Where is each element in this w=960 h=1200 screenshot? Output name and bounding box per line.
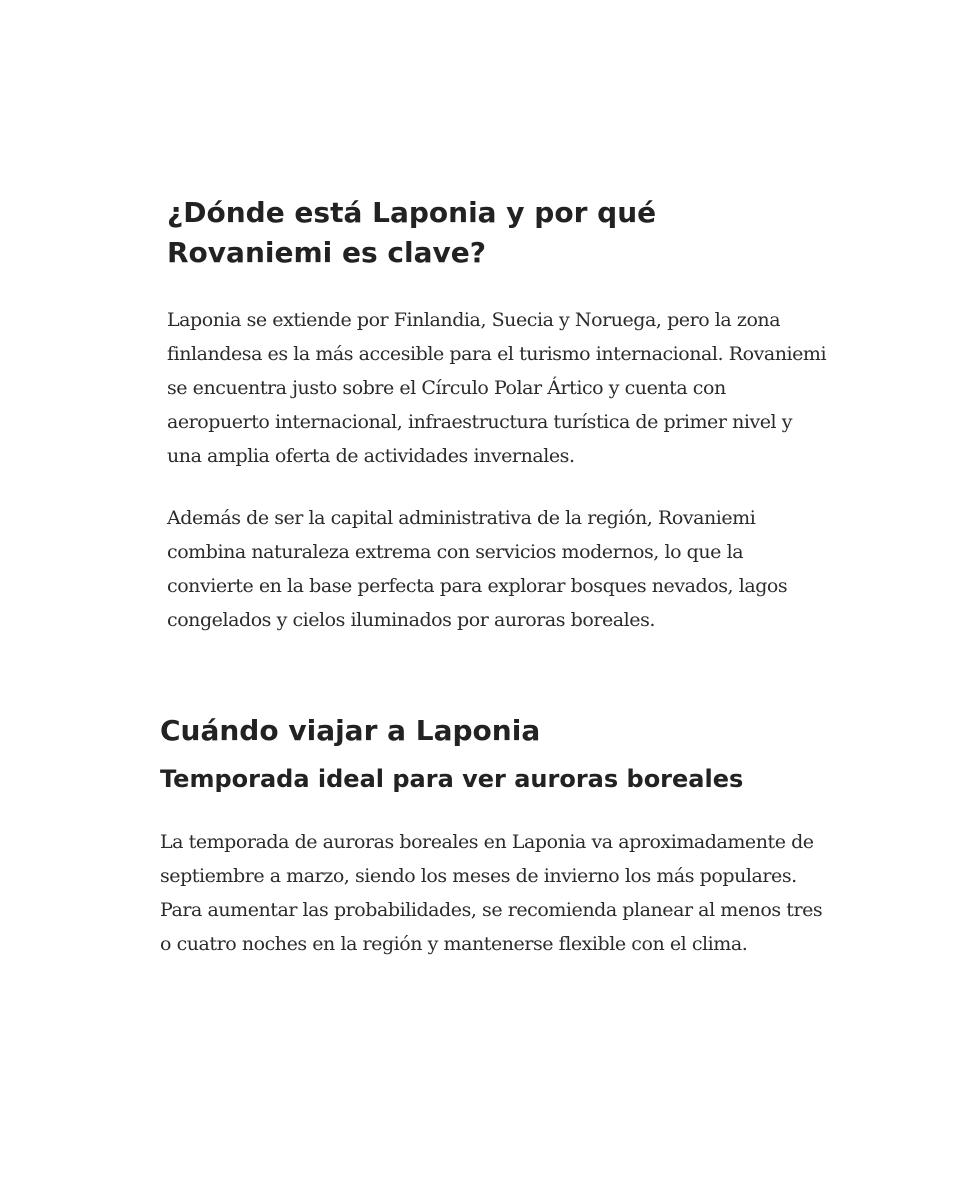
body-paragraph: Además de ser la capital administrativa de la región, Rovaniemi combina naturaleza extrema con servicios modernos, lo que la convierte en la base perfecta para explorar bosques nevados, lagos congelados y cielos iluminados por auroras boreales. bbox=[167, 507, 788, 631]
section-heading: Cuándo viajar a Laponia bbox=[160, 714, 541, 747]
section-when-to-travel bbox=[160, 711, 830, 961]
body-paragraph: La temporada de auroras boreales en Laponia va aproximadamente de septiembre a marzo, siendo los meses de invierno los más populares. Para aumentar las probabilidades, se recomienda planear al menos tres o cuatro noches en la región y mantenerse flexible con el clima. bbox=[160, 831, 823, 955]
body-paragraph: Laponia se extiende por Finlandia, Suecia y Noruega, pero la zona finlandesa es la más accesible para el turismo internacional. Rovaniemi se encuentra justo sobre el Círculo Polar Ártico y cuenta con aeropuerto internacional, infraestructura turística de primer nivel y una amplia oferta de actividades invernales. bbox=[167, 309, 827, 467]
section-heading: ¿Dónde está Laponia y por qué Rovaniemi es clave? bbox=[167, 196, 657, 269]
sub-heading: Temporada ideal para ver auroras boreales bbox=[160, 765, 744, 793]
section-where-is-lapland bbox=[167, 193, 827, 637]
